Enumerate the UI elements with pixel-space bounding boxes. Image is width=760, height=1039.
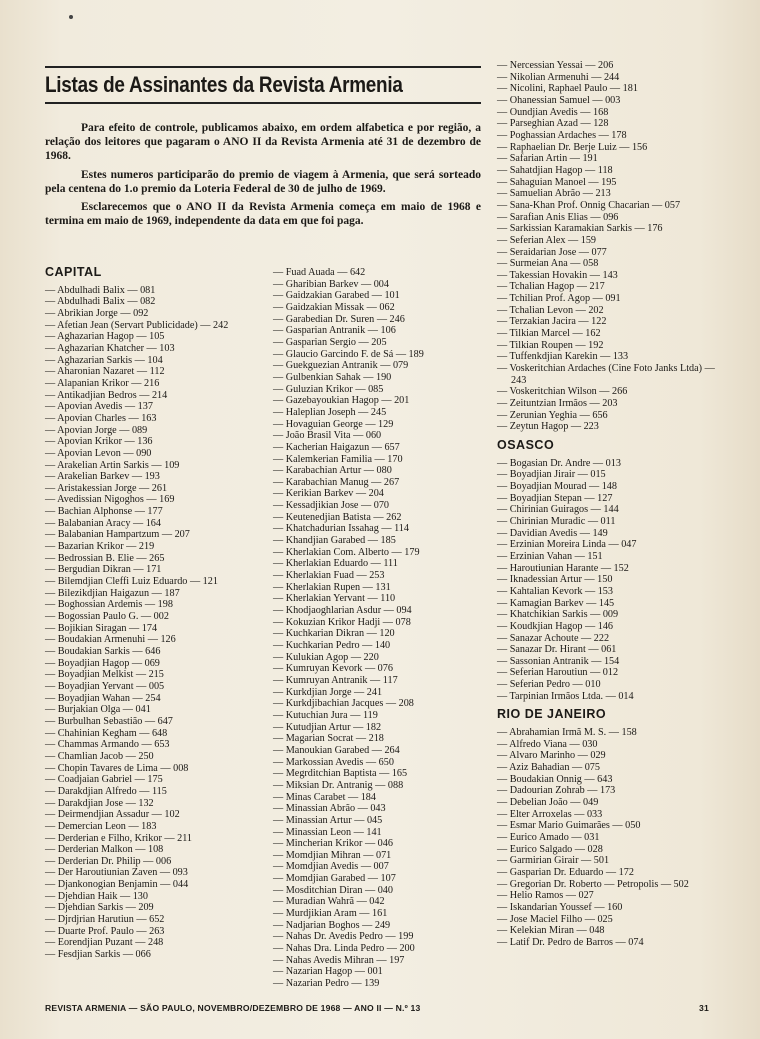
list-item: — Burbulhan Sebastião — 647: [45, 715, 173, 727]
intro-paragraph: Para efeito de controle, publicamos abaixo, em ordem alfabetica e por região, a relação dos leitores que pagaram o ANO II da Revista Armenia até 31 de dezembro de 1968.: [45, 122, 481, 163]
page-title: Listas de Assinantes da Revista Armenia: [45, 72, 403, 97]
list-item: — Kumruyan Kevork — 076: [273, 663, 393, 675]
list-item: — Oundjian Avedis — 168: [497, 106, 609, 118]
list-item: — Aghazarian Khatcher — 103: [45, 342, 175, 354]
list-item: — Boudakian Armenuhi — 126: [45, 634, 176, 646]
list-item: — Guekguezian Antranik — 079: [273, 360, 409, 372]
list-item: — Bazarian Krikor — 219: [45, 541, 155, 553]
list-item: — Nazarian Pedro — 139: [273, 978, 380, 990]
list-item: — Nercessian Yessai — 206: [497, 60, 614, 71]
list-item: — Kuchkarian Pedro — 140: [273, 640, 391, 651]
section-heading-rio: RIO DE JANEIRO: [497, 707, 607, 722]
list-item: — Nicolini, Raphael Paulo — 181: [497, 83, 638, 95]
list-item: — Erzinian Vahan — 151: [497, 550, 603, 562]
list-item: — Chahinian Kegham — 648: [45, 727, 168, 739]
list-item: — Gasparian Dr. Eduardo — 172: [497, 866, 634, 878]
list-item: — Gasparian Antranik — 106: [273, 325, 396, 337]
list-item: — Kessadjikian Jose — 070: [273, 500, 390, 512]
subscriber-list: [45, 285, 265, 961]
list-item: — Avedissian Nigoghos — 169: [45, 494, 175, 506]
list-item: — Zeituntzian Irmãos — 203: [497, 398, 618, 410]
list-item: — Minassian Artur — 045: [273, 814, 383, 826]
list-item: — Sarkissian Karamakian Sarkis — 176: [497, 223, 663, 235]
list-item: — Apovian Charles — 163: [45, 412, 157, 424]
list-item: — Poghassian Ardaches — 178: [497, 129, 627, 141]
list-item: — Gregorian Dr. Roberto — Petropolis — 502: [497, 878, 689, 890]
list-item: — Keutenedjian Batista — 262: [273, 511, 402, 523]
list-item: — Kurkdjian Jorge — 241: [273, 686, 383, 698]
list-item: — Djehdian Haik — 130: [45, 890, 148, 902]
list-item: — Chammas Armando — 653: [45, 739, 170, 751]
list-item: — Gasparian Sergio — 205: [273, 336, 387, 348]
list-item: — Sassonian Antranik — 154: [497, 655, 620, 667]
list-item: — Glaucio Garcindo F. de Sá — 189: [273, 348, 424, 360]
list-item: — Sarafian Anis Elias — 096: [497, 211, 619, 223]
list-item: — Eurico Amado — 031: [497, 832, 600, 843]
list-item: — Chirinian Guiragos — 144: [497, 504, 619, 516]
list-item: — Markossian Avedis — 650: [273, 756, 394, 768]
list-item: — Boyadjian Mourad — 148: [497, 480, 617, 492]
list-item: — Murdjikian Aram — 161: [273, 908, 388, 920]
list-item: — Seferian Alex — 159: [497, 234, 597, 246]
list-item: — Manoukian Garabed — 264: [273, 744, 400, 756]
column-2: [273, 267, 485, 990]
list-item: — Aharonian Nazaret — 112: [45, 366, 165, 378]
list-item: — Sanazar Achoute — 222: [497, 632, 610, 644]
list-item: — Aghazarian Sarkis — 104: [45, 354, 163, 366]
list-item: — Magarian Socrat — 218: [273, 733, 384, 745]
list-item: — Kutudjian Artur — 182: [273, 721, 382, 733]
list-item: — Kherlakian Rupen — 131: [273, 581, 391, 593]
list-item: — Minassian Leon — 141: [273, 826, 382, 838]
list-item: — Arakelian Barkev — 193: [45, 471, 160, 483]
list-item: — Elter Arroxelas — 033: [497, 808, 603, 820]
ink-dot: [69, 15, 73, 19]
list-item: — Ohanessian Samuel — 003: [497, 94, 621, 106]
list-item: — Samuelian Abrão — 213: [497, 188, 611, 200]
list-item: — Abdulhadi Balix — 082: [45, 296, 156, 308]
list-item: — Boudakian Sarkis — 646: [45, 646, 161, 657]
list-item: — Kamagian Barkev — 145: [497, 597, 615, 609]
list-item: — Bogossian Paulo G. — 002: [45, 611, 169, 623]
list-item: — Kacherian Haigazun — 657: [273, 441, 400, 453]
list-item: — Boyadjian Stepan — 127: [497, 492, 613, 504]
list-item: — Garmirian Girair — 501: [497, 855, 610, 867]
list-item: — Demercian Leon — 183: [45, 820, 157, 832]
list-item: — Kuchkarian Dikran — 120: [273, 628, 395, 640]
list-item: — Balabanian Hampartzum — 207: [45, 529, 190, 541]
list-item: — Apovian Jorge — 089: [45, 424, 148, 436]
list-item: — Eorendjian Puzant — 248: [45, 937, 164, 949]
list-item: — Abrahamian Irmã M. S. — 158: [497, 727, 637, 739]
list-item: — Khatchadurian Issahag — 114: [273, 523, 409, 535]
list-item: — Abrikian Jorge — 092: [45, 307, 149, 319]
list-item: — Debelian João — 049: [497, 797, 599, 809]
list-item: — Seferian Haroutiun — 012: [497, 667, 619, 679]
list-item: — Boyadjian Wahan — 254: [45, 692, 161, 704]
list-item: — Gaidzakian Garabed — 101: [273, 290, 400, 302]
list-item: — João Brasil Vita — 060: [273, 430, 382, 442]
list-item: — Der Haroutiunian Zaven — 093: [45, 867, 188, 879]
list-item: — Haleplian Joseph — 245: [273, 406, 387, 418]
list-item: — Apovian Levon — 090: [45, 447, 152, 459]
list-item: — Kokuzian Krikor Hadji — 078: [273, 616, 411, 628]
list-item: — Kelekian Miran — 048: [497, 925, 605, 937]
list-item: — Aghazarian Hagop — 105: [45, 331, 165, 343]
list-item: — Derderian Dr. Philip — 006: [45, 855, 172, 867]
list-item: — Boyadjian Melkist — 215: [45, 669, 164, 681]
list-item: — Nahas Dra. Linda Pedro — 200: [273, 943, 415, 955]
list-item: — Kherlakian Eduardo — 111: [273, 558, 398, 570]
list-item: — Tilkian Marcel — 162: [497, 328, 601, 340]
list-item: — Apovian Krikor — 136: [45, 436, 153, 448]
list-item: — Karabachian Artur — 080: [273, 465, 392, 477]
list-item: — Surmeian Ana — 058: [497, 258, 599, 270]
list-item: — Djehdian Sarkis — 209: [45, 902, 154, 914]
list-item: — Tchalian Levon — 202: [497, 304, 604, 316]
list-item: — Kerikian Barkev — 204: [273, 488, 384, 500]
intro-paragraph: Estes numeros participarão do premio de viagem à Armenia, que será sorteado pela centena do 1.o premio da Loteria Federal de 30 de julho de 1969.: [45, 168, 481, 195]
list-item: — Bogasian Dr. Andre — 013: [497, 457, 621, 469]
list-item: — Gharibian Barkev — 004: [273, 278, 389, 290]
list-item: — Chopin Tavares de Lima — 008: [45, 762, 189, 774]
list-item: — Momdjian Garabed — 107: [273, 873, 396, 885]
list-item: — Darakdjian Jose — 132: [45, 797, 154, 809]
list-item: — Derderian e Filho, Krikor — 211: [45, 832, 193, 844]
list-item: — Helio Ramos — 027: [497, 890, 594, 902]
list-item: — Haroutiunian Harante — 152: [497, 562, 629, 574]
list-item: — Kutuchian Jura — 119: [273, 709, 378, 721]
list-item: — Bachian Alphonse — 177: [45, 506, 163, 518]
column-3: [497, 60, 719, 949]
list-item: — Kurkdjibachian Jacques — 208: [273, 698, 414, 710]
list-item: — Zeytun Hagop — 223: [497, 421, 599, 433]
list-item: — Bilemdjian Cleffi Luiz Eduardo — 121: [45, 576, 218, 588]
list-item: — Momdjian Mihran — 071: [273, 849, 392, 861]
list-item: — Voskeritchian Ardaches (Cine Foto Janks Ltda) — 243: [497, 363, 715, 386]
list-item: — Coadjaian Gabriel — 175: [45, 774, 163, 786]
list-item: — Kumruyan Antranik — 117: [273, 674, 398, 686]
list-item: — Burjakian Olga — 041: [45, 704, 151, 716]
list-item: — Sahaguian Manoel — 195: [497, 176, 617, 188]
list-item: — Gaidzakian Missak — 062: [273, 301, 395, 313]
list-item: — Kulukian Agop — 220: [273, 651, 379, 663]
list-item: — Miksian Dr. Antranig — 088: [273, 779, 404, 791]
list-item: — Erzinian Moreira Linda — 047: [497, 539, 637, 551]
list-item: — Koudkjian Hagop — 146: [497, 620, 614, 632]
list-item: — Mincherian Krikor — 046: [273, 838, 393, 850]
list-item: — Chamlian Jacob — 250: [45, 750, 154, 762]
list-item: — Guluzian Krikor — 085: [273, 383, 384, 395]
list-item: — Boyadjian Jirair — 015: [497, 469, 606, 481]
list-item: — Parseghian Azad — 128: [497, 118, 609, 130]
list-item: — Apovian Avedis — 137: [45, 401, 153, 413]
list-item: — Muradian Wahrã — 042: [273, 896, 385, 908]
list-item: — Kalemkerian Familia — 170: [273, 453, 403, 465]
list-item: — Safarian Artin — 191: [497, 153, 598, 165]
list-item: — Khatchikian Sarkis — 009: [497, 609, 619, 621]
list-item: — Zerunian Yeghia — 656: [497, 409, 608, 421]
intro-text: [45, 121, 481, 232]
list-item: — Tarpinian Irmãos Ltda. — 014: [497, 690, 634, 702]
list-item: — Mosditchian Diran — 040: [273, 884, 393, 896]
list-item: — Sana-Khan Prof. Onnig Chacarian — 057: [497, 199, 681, 211]
section-heading-capital: CAPITAL: [45, 265, 102, 279]
list-item: — Kherlakian Com. Alberto — 179: [273, 546, 420, 558]
subscriber-list: [273, 267, 485, 990]
list-item: — Nahas Avedis Mihran — 197: [273, 954, 405, 966]
list-item: — Takessian Hovakin — 143: [497, 269, 618, 281]
list-item: — Voskeritchian Wilson — 266: [497, 386, 628, 398]
list-item: — Minassian Abrão — 043: [273, 803, 386, 815]
list-item: — Tchalian Hagop — 217: [497, 281, 605, 293]
list-item: — Tchilian Prof. Agop — 091: [497, 293, 621, 305]
subscriber-list: [497, 60, 719, 433]
list-item: — Boghossian Ardemis — 198: [45, 599, 173, 611]
list-item: — Tilkian Roupen — 192: [497, 339, 604, 351]
list-item: — Chirinian Muradic — 011: [497, 515, 616, 527]
list-item: — Raphaelian Dr. Berje Luiz — 156: [497, 141, 648, 153]
page-number: 31: [699, 1003, 709, 1013]
list-item: — Kherlakian Fuad — 253: [273, 570, 385, 582]
list-item: — Momdjian Avedis — 007: [273, 861, 389, 873]
list-item: — Boudakian Onnig — 643: [497, 773, 613, 785]
list-item: — Bedrossian B. Elie — 265: [45, 552, 165, 564]
list-item: — Darakdjian Alfredo — 115: [45, 785, 167, 797]
list-item: — Khodjaoghlarian Asdur — 094: [273, 605, 412, 617]
list-item: — Antikadjian Bedros — 214: [45, 389, 168, 401]
list-item: — Afetian Jean (Servart Publicidade) — 242: [45, 319, 229, 331]
list-item: — Seraidarian Jose — 077: [497, 246, 607, 258]
list-item: — Nahas Dr. Avedis Pedro — 199: [273, 931, 414, 943]
list-item: — Derderian Malkon — 108: [45, 844, 164, 856]
list-item: — Aziz Bahadian — 075: [497, 762, 600, 774]
list-item: — Megrditchian Baptista — 165: [273, 768, 408, 780]
list-item: — Balabanian Aracy — 164: [45, 517, 161, 529]
list-item: — Bergudian Dikran — 171: [45, 564, 162, 576]
column-1: [45, 267, 265, 961]
list-item: — Dadourian Zohrab — 173: [497, 785, 616, 797]
intro-paragraph: Esclarecemos que o ANO II da Revista Armenia começa em maio de 1968 e termina em maio de 1969, independente da data em que foi paga.: [45, 201, 481, 228]
list-item: — Nadjarian Boghos — 249: [273, 919, 391, 931]
list-item: — Iknadessian Artur — 150: [497, 574, 613, 586]
list-item: — Kherlakian Yervant — 110: [273, 593, 396, 605]
list-item: — Abdulhadi Balix — 081: [45, 284, 156, 296]
list-item: — Boyadjian Yervant — 005: [45, 680, 165, 692]
list-item: — Nikolian Armenuhi — 244: [497, 71, 620, 83]
list-item: — Alapanian Krikor — 216: [45, 377, 160, 389]
list-item: — Fuad Auada — 642: [273, 267, 366, 278]
list-item: — Djrdjrian Harutiun — 652: [45, 914, 165, 926]
list-item: — Arakelian Artin Sarkis — 109: [45, 459, 180, 471]
list-item: — Sanazar Dr. Hirant — 061: [497, 644, 617, 656]
list-item: — Eurico Salgado — 028: [497, 843, 603, 855]
list-item: — Fesdjian Sarkis — 066: [45, 949, 151, 961]
list-item: — Latif Dr. Pedro de Barros — 074: [497, 936, 644, 948]
subscriber-list: [497, 458, 719, 703]
list-item: — Esmar Mario Guimarães — 050: [497, 820, 641, 832]
list-item: — Deirmendjian Assadur — 102: [45, 809, 180, 821]
list-item: — Bilezikdjian Haigazun — 187: [45, 587, 180, 599]
list-item: — Duarte Prof. Paulo — 263: [45, 925, 165, 937]
list-item: — Karabachian Manug — 267: [273, 476, 400, 488]
list-item: — Iskandarian Youssef — 160: [497, 901, 623, 913]
list-item: — Gazebayoukian Hagop — 201: [273, 395, 410, 407]
list-item: — Boyadjian Hagop — 069: [45, 657, 160, 669]
list-item: — Jose Maciel Filho — 025: [497, 913, 613, 925]
list-item: — Garabedian Dr. Suren — 246: [273, 313, 405, 325]
list-item: — Terzakian Jacira — 122: [497, 316, 607, 328]
section-heading-osasco: OSASCO: [497, 438, 555, 452]
list-item: — Kahtalian Kevork — 153: [497, 585, 613, 597]
list-item: — Aristakessian Jorge — 261: [45, 482, 168, 494]
list-item: — Nazarian Hagop — 001: [273, 966, 383, 978]
list-item: — Seferian Pedro — 010: [497, 679, 601, 691]
page-footer: [45, 1003, 709, 1013]
subscriber-list: [497, 727, 719, 948]
list-item: — Gulbenkian Sahak — 190: [273, 371, 392, 383]
title-box: [45, 66, 481, 104]
list-item: — Bojikian Siragan — 174: [45, 622, 158, 634]
list-item: — Hovaguian George — 129: [273, 418, 394, 430]
list-item: — Alfredo Viana — 030: [497, 738, 598, 750]
list-item: — Khandjian Garabed — 185: [273, 535, 396, 547]
list-item: — Alvaro Marinho — 029: [497, 750, 606, 762]
list-item: — Tuffenkdjian Karekin — 133: [497, 351, 629, 363]
list-item: — Davidian Avedis — 149: [497, 527, 608, 539]
footer-publication: REVISTA ARMENIA — SÃO PAULO, NOVEMBRO/DEZEMBRO DE 1968 — ANO II — N.º 13: [45, 1003, 421, 1013]
list-item: — Djankonogian Benjamin — 044: [45, 879, 189, 891]
list-item: — Minas Carabet — 184: [273, 791, 376, 803]
list-item: — Sahatdjian Hagop — 118: [497, 164, 613, 176]
